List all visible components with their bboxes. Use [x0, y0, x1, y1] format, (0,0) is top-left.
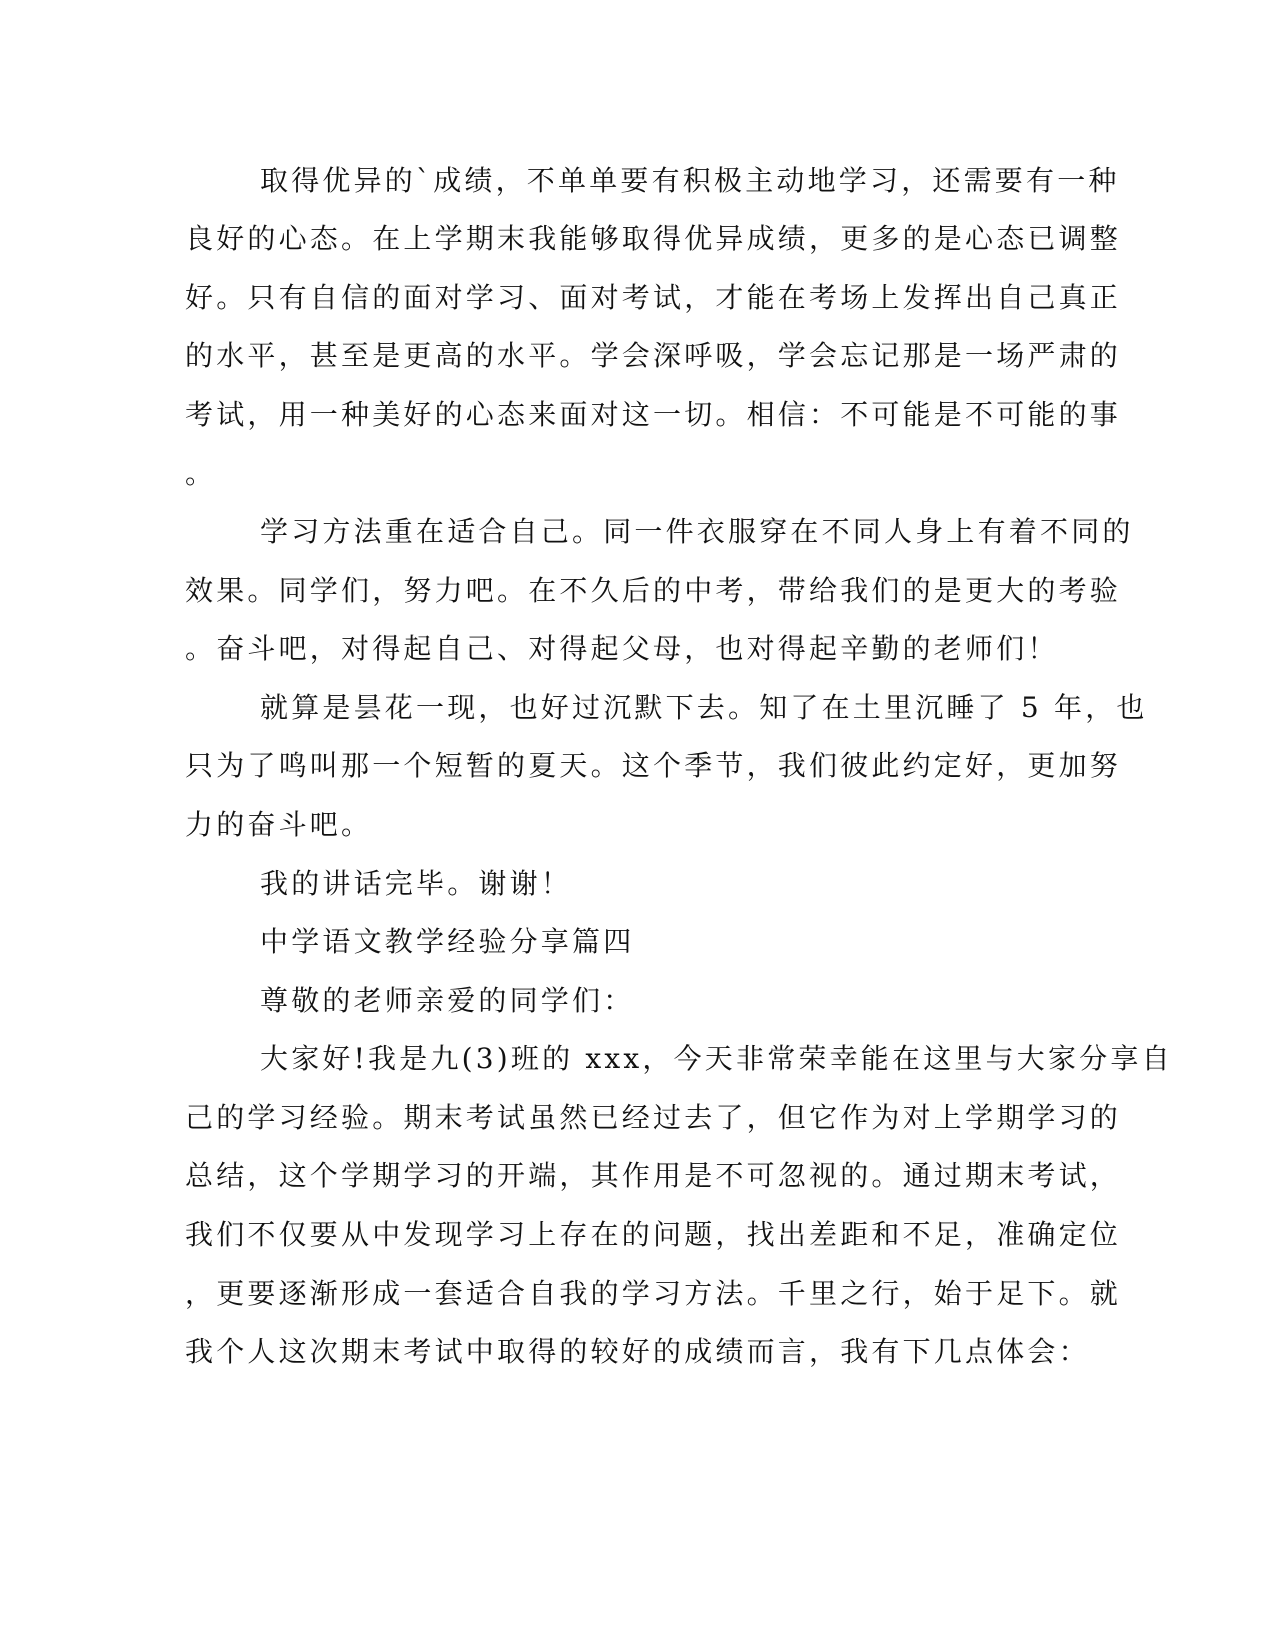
text-line: 就算是昙花一现，也好过沉默下去。知了在土里沉睡了 5 年，也 [260, 691, 1148, 724]
section-heading: 中学语文教学经验分享篇四 [260, 925, 635, 958]
text-line: 只为了鸣叫那一个短暂的夏天。这个季节，我们彼此约定好，更加努 [185, 749, 1122, 782]
text-line: 我们不仅要从中发现学习上存在的问题，找出差距和不足，准确定位 [185, 1218, 1122, 1251]
salutation: 尊敬的老师亲爱的同学们： [260, 984, 635, 1017]
text-line: 。奋斗吧，对得起自己、对得起父母，也对得起辛勤的老师们！ [185, 632, 1059, 665]
text-line: ，更要逐渐形成一套适合自我的学习方法。千里之行，始于足下。就 [185, 1277, 1122, 1310]
text-line: 的水平，甚至是更高的水平。学会深呼吸，学会忘记那是一场严肃的 [185, 339, 1122, 372]
text-line: 取得优异的`成绩，不单单要有积极主动地学习，还需要有一种 [260, 164, 1120, 197]
text-line: 总结，这个学期学习的开端，其作用是不可忽视的。通过期末考试， [185, 1159, 1122, 1192]
text-line: 良好的心态。在上学期末我能够取得优异成绩，更多的是心态已调整 [185, 222, 1122, 255]
text-line: 效果。同学们，努力吧。在不久后的中考，带给我们的是更大的考验 [185, 574, 1122, 607]
text-line: 学习方法重在适合自己。同一件衣服穿在不同人身上有着不同的 [260, 515, 1134, 548]
text-line: 己的学习经验。期末考试虽然已经过去了，但它作为对上学期学习的 [185, 1101, 1122, 1134]
text-line: 大家好!我是九(3)班的 xxx，今天非常荣幸能在这里与大家分享自 [260, 1042, 1173, 1075]
text-line: 我个人这次期末考试中取得的较好的成绩而言，我有下几点体会： [185, 1335, 1090, 1368]
text-line: 我的讲话完毕。谢谢！ [260, 867, 573, 900]
text-line: 。 [185, 457, 217, 490]
text-line: 力的奋斗吧。 [185, 808, 373, 841]
text-line: 好。只有自信的面对学习、面对考试，才能在考场上发挥出自己真正 [185, 281, 1122, 314]
text-line: 考试，用一种美好的心态来面对这一切。相信：不可能是不可能的事 [185, 398, 1122, 431]
